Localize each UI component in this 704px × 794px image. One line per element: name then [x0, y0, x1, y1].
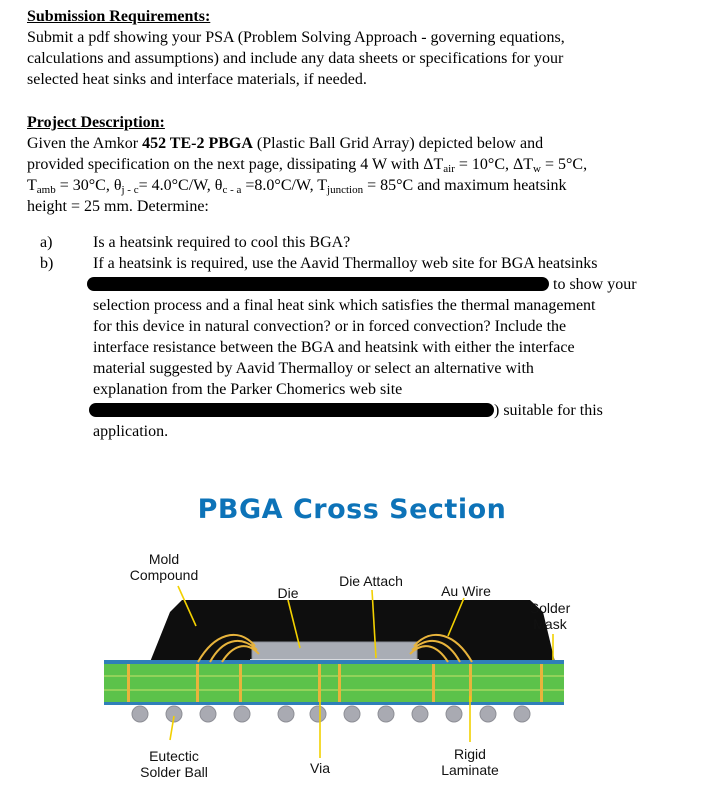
question-label: b)	[40, 255, 54, 272]
project-line-3: $T_{amb} = 30^\circ C$, $\theta_{j - c}= 4.0^\circ C/W$, $\theta_{c - a} =8.0^\circ C/W$, $T_{junction} = 85^\circ C$ and maximum heatsink	[27, 177, 567, 196]
submission-line-1: Submit a pdf showing your PSA (Problem Solving Approach - governing equations,	[27, 29, 565, 46]
project-line-4: height = 25 mm. Determine:	[27, 198, 209, 215]
project-line-1: Given the Amkor 452 TE-2 PBGA (Plastic Ball Grid Array) depicted below and	[27, 135, 544, 152]
solder-mask	[104, 660, 564, 664]
rigid-laminate	[104, 664, 564, 702]
label-die: Die	[277, 585, 299, 601]
label-mold-compound: Mold Compound	[129, 551, 199, 583]
project-line-2: provided specification on the next page, dissipating 4 W with $\Delta T_{air} = 10^\circ C$, $\Delta T_w = 5^\circ C$,	[27, 156, 588, 175]
question-a: a) Is a heatsink required to cool this BGA?	[40, 234, 351, 251]
question-b: b) If a heatsink is required, use the Aavid Thermalloy web site for BGA heatsinks to show your selection process and a final heat sink which satisfies the thermal management for this device in natural convection? or in forced convection? Include the interface resistance between the BGA and heatsink with either the interface material suggested by Aavid Thermalloy or select an alternative with explanation from the Parker Chomerics web site ) suitable for this application.	[40, 255, 637, 440]
label-au-wire: Au Wire	[441, 583, 491, 599]
project-heading: Project Description:	[27, 114, 165, 131]
question-label: a)	[40, 234, 53, 251]
label-rigid-laminate: Rigid Laminate	[441, 746, 499, 778]
submission-line-2: calculations and assumptions) and include any data sheets or specifications for your	[27, 50, 564, 67]
label-via: Via	[310, 760, 330, 776]
label-solder-mask: Solder Mask	[529, 600, 571, 632]
submission-line-3: selected heat sinks and interface materials, if needed.	[27, 71, 367, 88]
label-eutectic-solder-ball: Eutectic Solder Ball	[140, 748, 208, 780]
submission-heading: Submission Requirements:	[27, 8, 211, 25]
label-die-attach: Die Attach	[339, 573, 403, 589]
die	[252, 642, 417, 660]
diagram-title: PBGA Cross Section	[197, 494, 507, 525]
